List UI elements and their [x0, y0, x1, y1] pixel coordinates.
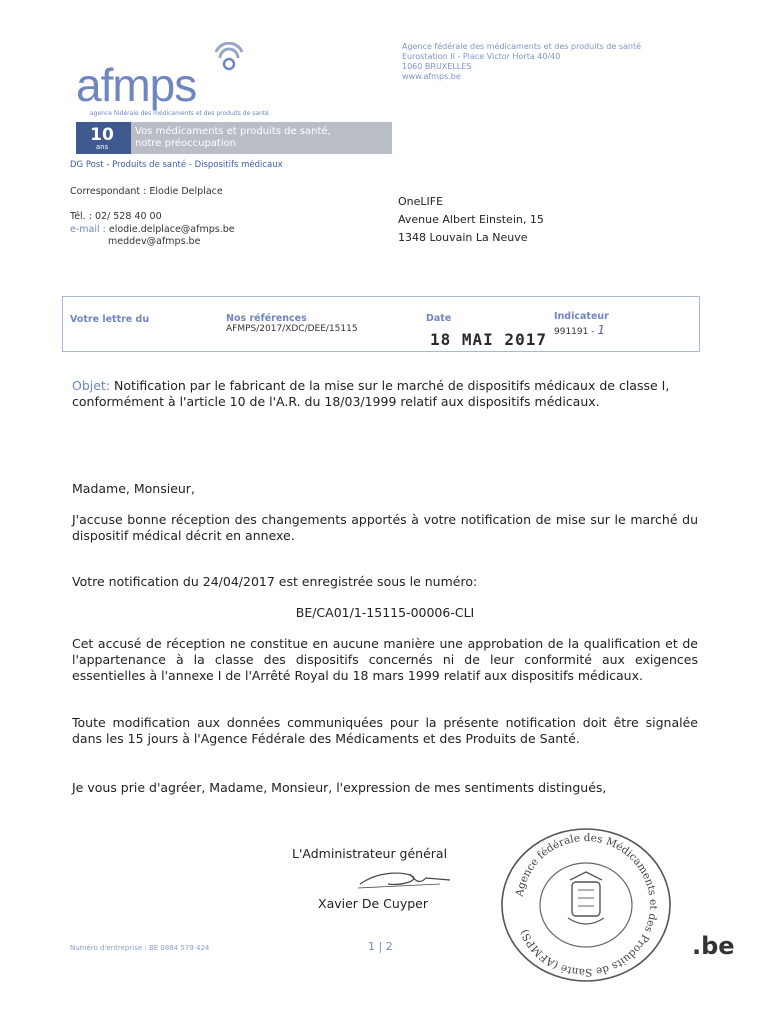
paragraph-modification: Toute modification aux données communiquées pour la présente notification doit être signalée dans les 15 jours à l'Agence Fédérale des Médicaments et des Produits de Santé.: [72, 715, 698, 746]
tel-label: Tél. :: [70, 211, 92, 222]
email-label: e-mail :: [70, 224, 106, 235]
votre-lettre-label: Votre lettre du: [70, 314, 150, 325]
subject-text: Notification par le fabricant de la mise sur le marché de dispositifs médicaux de classe I, conformément à l'article 10 de l'A.R. du 18/03/1999 relatif aux dispositifs médicaux.: [72, 378, 670, 409]
afmps-logo: afmps: [76, 59, 197, 111]
agency-address: [402, 42, 641, 82]
logo-swirl-icon: [212, 42, 246, 76]
logo-subtitle: agence fédérale des médicaments et des produits de santé: [90, 110, 269, 117]
be-logo: .be: [692, 932, 735, 960]
anniversary-number: 10: [90, 125, 114, 145]
indicateur-number: 991191 -: [554, 327, 595, 337]
date-stamp: 18 MAI 2017: [430, 330, 547, 349]
closing: Je vous prie d'agréer, Madame, Monsieur, l'expression de mes sentiments distingués,: [72, 780, 607, 795]
recipient-street: Avenue Albert Einstein, 15: [398, 213, 544, 226]
subject: [72, 378, 698, 410]
nos-references-label: Nos références: [226, 313, 307, 324]
official-seal-icon: [498, 826, 674, 984]
recipient-name: OneLIFE: [398, 195, 444, 208]
tel-row: [70, 211, 162, 222]
tel-value: 02/ 528 40 00: [94, 211, 162, 222]
paragraph-notification: Votre notification du 24/04/2017 est enregistrée sous le numéro:: [72, 574, 478, 589]
paragraph-disclaimer: Cet accusé de réception ne constitue en aucune manière une approbation de la qualification et de l'appartenance à la classe des dispositifs concernés ni de leur conformité aux exigences essentielles à l'annexe I de l'Arrêté Royal du 18 mars 1999 relatif aux dispositifs médicaux.: [72, 636, 698, 683]
paragraph-acknowledgement: J'accuse bonne réception des changements apportés à votre notification de mise sur le marché du dispositif médical décrit en annexe.: [72, 512, 698, 543]
svg-text:Agence fédérale des Médicament: Agence fédérale des Médicaments et des Produits de Santé (AFMPS): [513, 831, 660, 979]
agency-name: Agence fédérale des médicaments et des produits de santé: [402, 42, 642, 51]
date-label: Date: [426, 313, 452, 324]
signatory-name: Xavier De Cuyper: [318, 896, 428, 911]
company-number: Numéro d'entreprise : BE 0884 579 424: [70, 944, 210, 952]
indicateur-value: [554, 323, 605, 337]
agency-website[interactable]: www.afmps.be: [402, 72, 461, 81]
slogan-text: [135, 126, 331, 150]
subject-label: Objet:: [72, 378, 111, 393]
signatory-title: L'Administrateur général: [292, 846, 448, 861]
indicateur-handwritten: 1: [597, 323, 605, 337]
recipient-city: 1348 Louvain La Neuve: [398, 231, 528, 244]
slogan-line-2: notre préoccupation: [135, 138, 237, 149]
handwritten-signature: [350, 864, 470, 894]
correspondent: Correspondant : Elodie Delplace: [70, 186, 223, 197]
salutation: Madame, Monsieur,: [72, 481, 195, 496]
agency-city: 1060 BRUXELLES: [402, 62, 472, 71]
email-primary[interactable]: elodie.delplace@afmps.be: [108, 224, 235, 235]
recipient-address: [398, 193, 544, 247]
anniversary-unit: ans: [95, 143, 109, 151]
page-number: 1 | 2: [368, 940, 393, 953]
division-line: DG Post - Produits de santé - Dispositifs médicaux: [70, 160, 283, 170]
nos-references-value: AFMPS/2017/XDC/DEE/15115: [226, 324, 358, 334]
email-secondary[interactable]: meddev@afmps.be: [108, 236, 201, 247]
registration-number: BE/CA01/1-15115-00006-CLI: [295, 605, 475, 620]
indicateur-label: Indicateur: [554, 311, 609, 322]
slogan-line-1: Vos médicaments et produits de santé,: [135, 126, 331, 137]
agency-street: Eurostation II - Place Victor Horta 40/40: [402, 52, 561, 61]
email-row: [70, 224, 235, 235]
